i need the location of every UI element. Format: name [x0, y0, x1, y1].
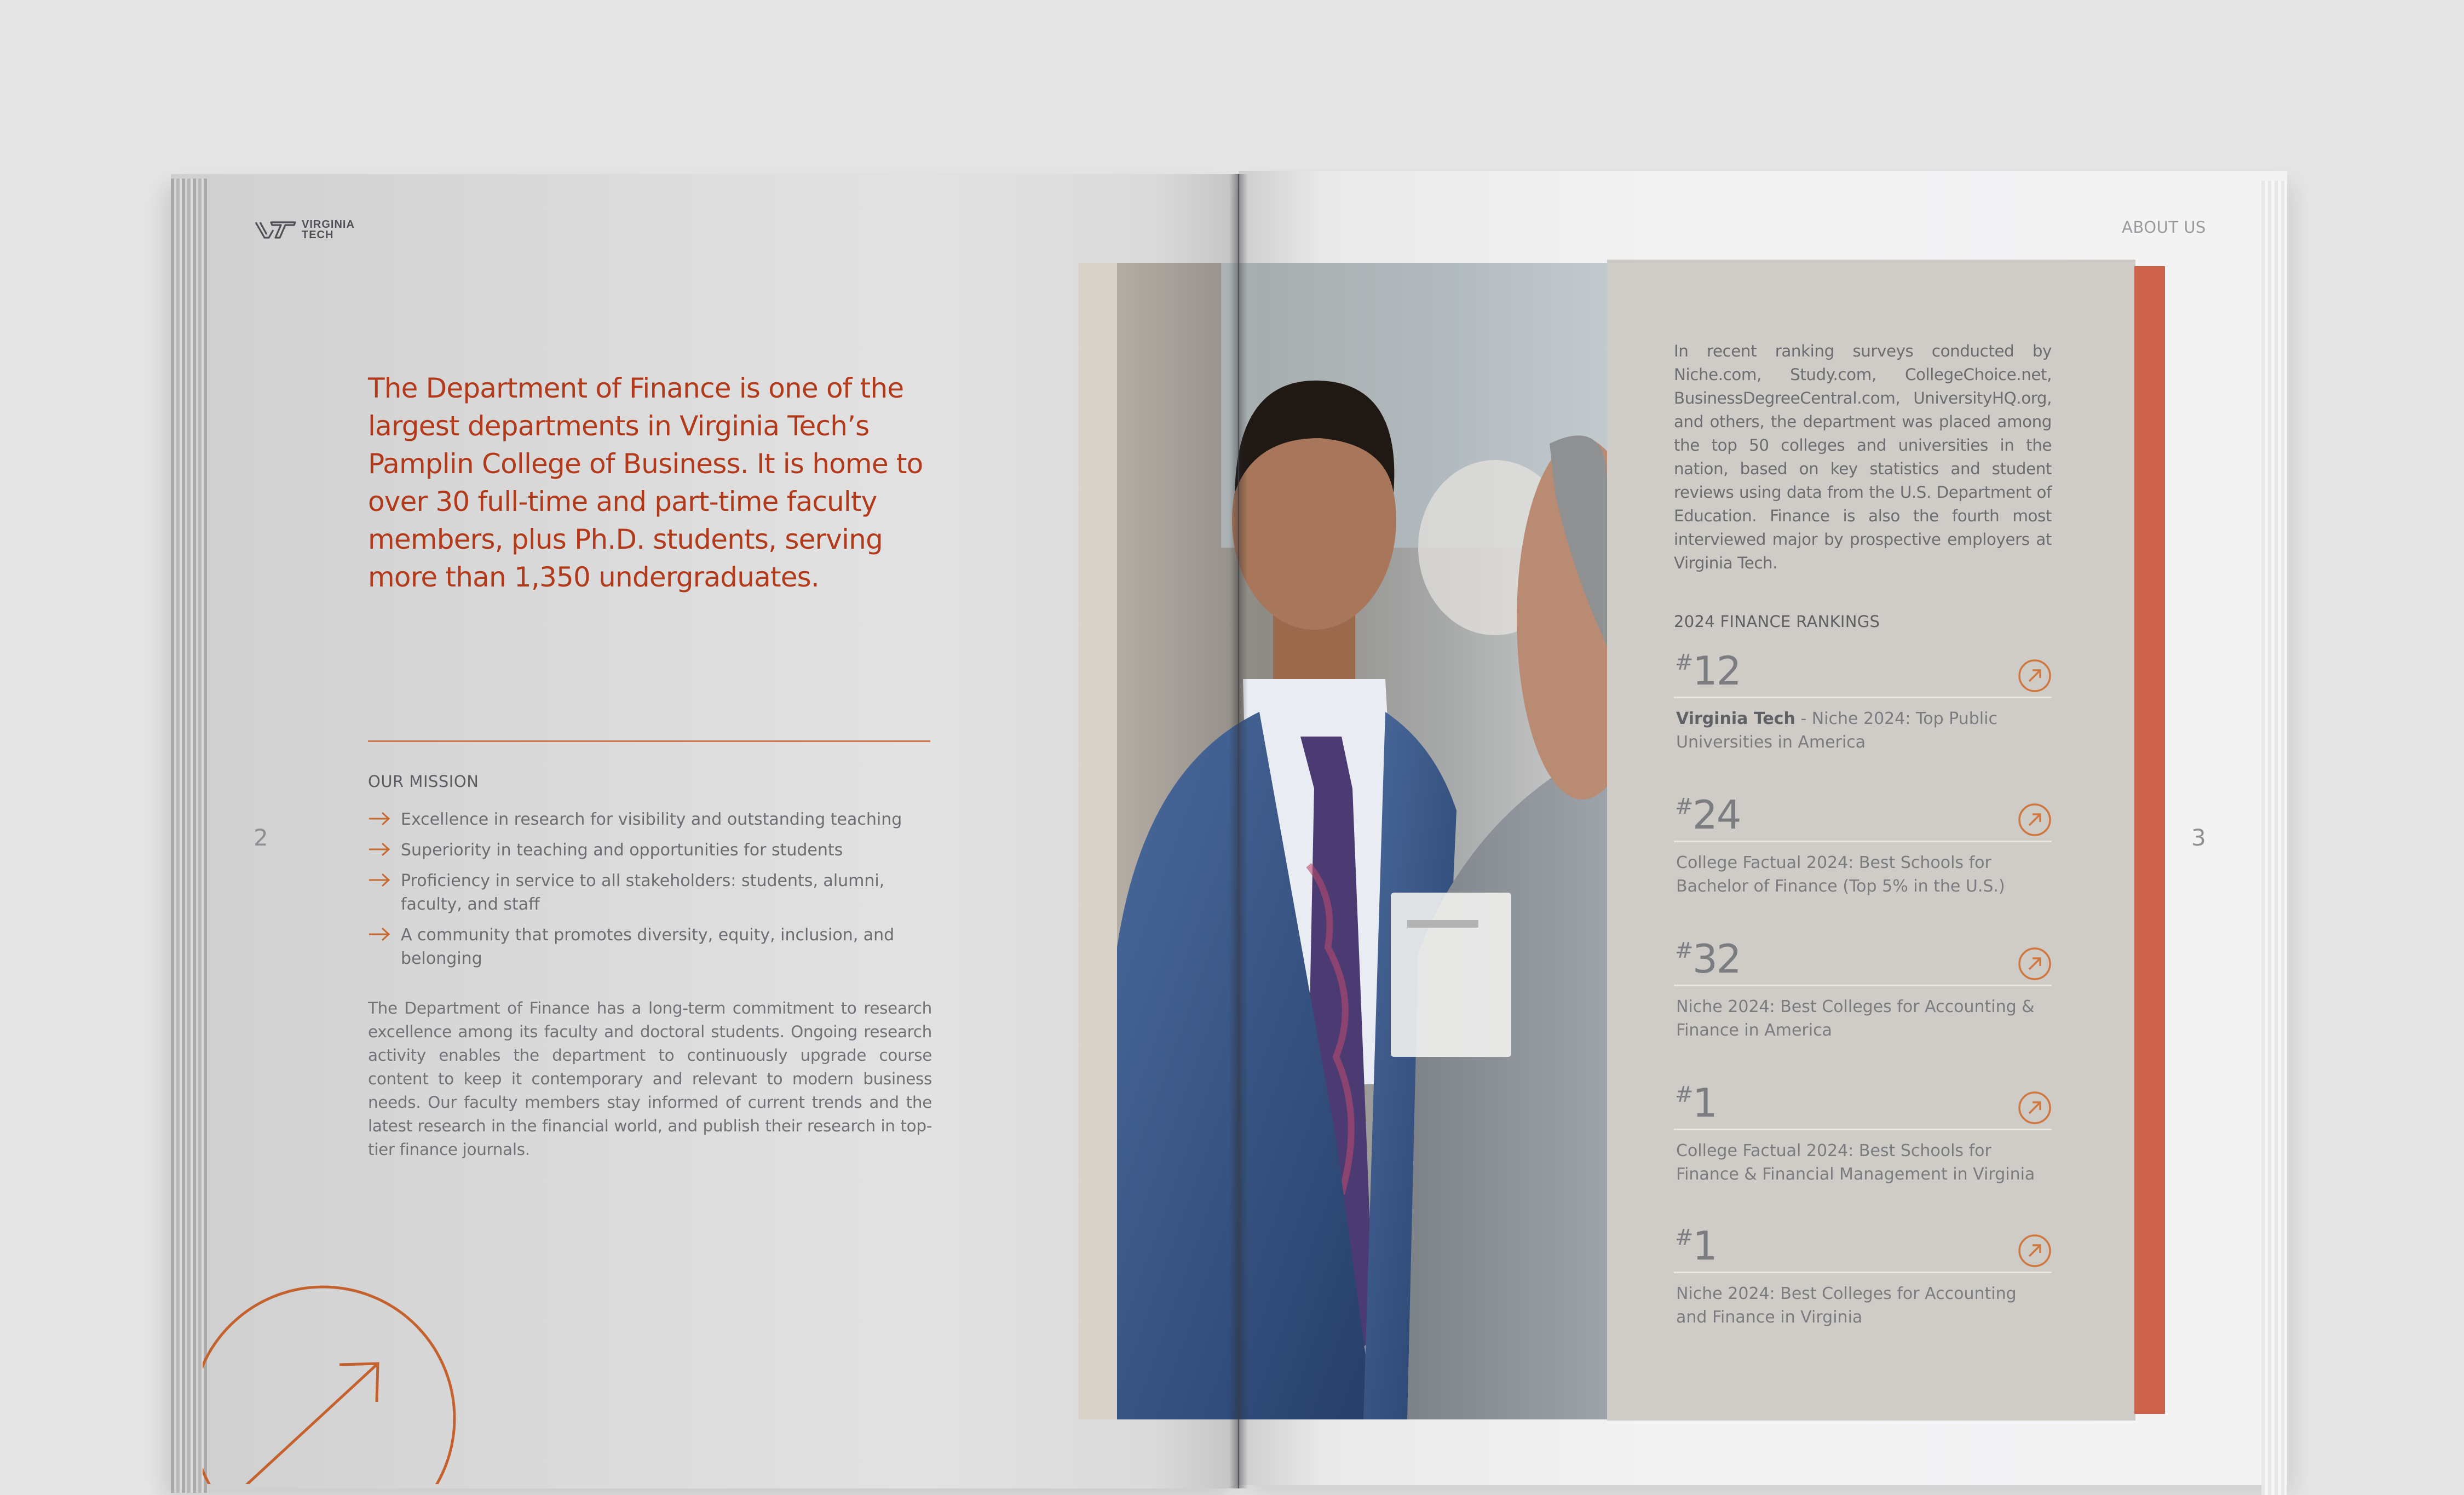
ranking-bold: Virginia Tech — [1676, 709, 1795, 728]
ranking-item — [1674, 649, 2052, 754]
up-right-arrow-icon[interactable] — [2018, 1091, 2052, 1125]
section-header: ABOUT US — [2122, 218, 2206, 237]
arrow-right-icon — [368, 872, 391, 888]
ranking-hash: # — [1675, 1082, 1694, 1107]
ranking-item — [1674, 793, 2052, 898]
ranking-hash: # — [1675, 650, 1694, 675]
mission-item-text: Proficiency in service to all stakeholders: students, alumni, faculty, and staff — [401, 871, 885, 914]
ranking-item — [1674, 1081, 2052, 1186]
ranking-number-row — [1674, 1081, 2052, 1130]
ranking-item — [1674, 937, 2052, 1042]
arrow-right-icon — [368, 810, 391, 827]
up-right-arrow-icon[interactable] — [2018, 1234, 2052, 1268]
ranking-description — [1676, 707, 2048, 754]
vt-logo-icon — [255, 219, 296, 241]
research-paragraph: The Department of Finance has a long-term commitment to research excellence among its faculty and doctoral students. Ongoing research activity enables the department to continuously upgrade course content to keep it contemporary and relevant to modern business needs. Our faculty members stay informed of current trends and the latest research in the financial world, and publish their research in top-tier finance journals. — [368, 999, 932, 1159]
arrow-right-icon — [368, 841, 391, 858]
mission-item-text: Superiority in teaching and opportunities for students — [401, 841, 843, 860]
accent-bar — [2134, 266, 2165, 1414]
arrow-right-icon — [368, 926, 391, 942]
mission-list — [368, 808, 937, 978]
ranking-description — [1676, 1282, 2048, 1329]
up-right-arrow-icon[interactable] — [2018, 947, 2052, 981]
ranking-hash: # — [1675, 1225, 1694, 1250]
up-right-arrow-icon[interactable] — [2018, 803, 2052, 837]
ranking-number: 1 — [1692, 1080, 1717, 1126]
intro-headline: The Department of Finance is one of the largest departments in Virginia Tech’s Pamplin College of Business. It is home to over 30 full-time and part-time faculty members, plus Ph.D. students, serving more than 1,350 undergraduates. — [368, 372, 923, 593]
mission-title: OUR MISSION — [368, 772, 479, 791]
ranking-description — [1676, 1139, 2048, 1186]
virginia-tech-logo — [255, 216, 370, 244]
mission-item — [368, 923, 937, 970]
ranking-number: 24 — [1692, 792, 1741, 838]
section-divider — [368, 740, 930, 742]
ranking-description — [1676, 851, 2048, 898]
ranking-text: Niche 2024: Best Colleges for Accounting and Finance in Virginia — [1676, 1284, 2017, 1327]
ranking-number: 12 — [1692, 648, 1741, 694]
mission-item — [368, 808, 937, 831]
page-number-left: 2 — [254, 824, 268, 851]
page-number-right: 3 — [2191, 824, 2206, 851]
ranking-text: College Factual 2024: Best Schools for Bachelor of Finance (Top 5% in the U.S.) — [1676, 853, 2005, 896]
rankings-intro: In recent ranking surveys conducted by Niche.com, Study.com, CollegeChoice.net, BusinessDegreeCentral.com, UniversityHQ.org, and others, the department was placed among the top 50 colleges and universities in the nation, based on key statistics and student reviews using data from the U.S. Department of Education. Finance is also the fourth most interviewed major by prospective employers at Virginia Tech. — [1674, 342, 2052, 572]
ranking-number-row — [1674, 649, 2052, 698]
logo-line-1: VIRGINIA — [302, 219, 355, 231]
ranking-number: 32 — [1692, 936, 1741, 982]
ranking-description — [1676, 995, 2048, 1042]
mission-item — [368, 838, 937, 862]
ranking-hash: # — [1675, 938, 1694, 963]
book-spine — [1229, 174, 1248, 1488]
mission-item-text: A community that promotes diversity, equity, inclusion, and belonging — [401, 925, 895, 968]
logo-line-2: TECH — [302, 229, 334, 241]
ranking-number-row — [1674, 793, 2052, 842]
mission-item — [368, 869, 937, 916]
ranking-text: Niche 2024: Best Colleges for Accounting & Finance in America — [1676, 997, 2035, 1040]
ranking-text: - Niche 2024: Top Public Universities in America — [1676, 709, 1997, 752]
circle-arrow-icon — [203, 1265, 476, 1484]
photo-illustration — [1079, 263, 1607, 1419]
ranking-number-row — [1674, 1224, 2052, 1273]
ranking-number-row — [1674, 937, 2052, 986]
ranking-hash: # — [1675, 794, 1694, 819]
up-right-arrow-icon[interactable] — [2018, 659, 2052, 693]
ranking-item — [1674, 1224, 2052, 1329]
mission-item-text: Excellence in research for visibility and outstanding teaching — [401, 810, 902, 829]
right-page-edge — [2261, 181, 2287, 1495]
rankings-title: 2024 FINANCE RANKINGS — [1674, 612, 1880, 631]
student-photo — [1079, 263, 1607, 1419]
ranking-number: 1 — [1692, 1223, 1717, 1269]
logo-wordmark — [302, 220, 355, 240]
ranking-text: College Factual 2024: Best Schools for Finance & Financial Management in Virginia — [1676, 1141, 2035, 1184]
